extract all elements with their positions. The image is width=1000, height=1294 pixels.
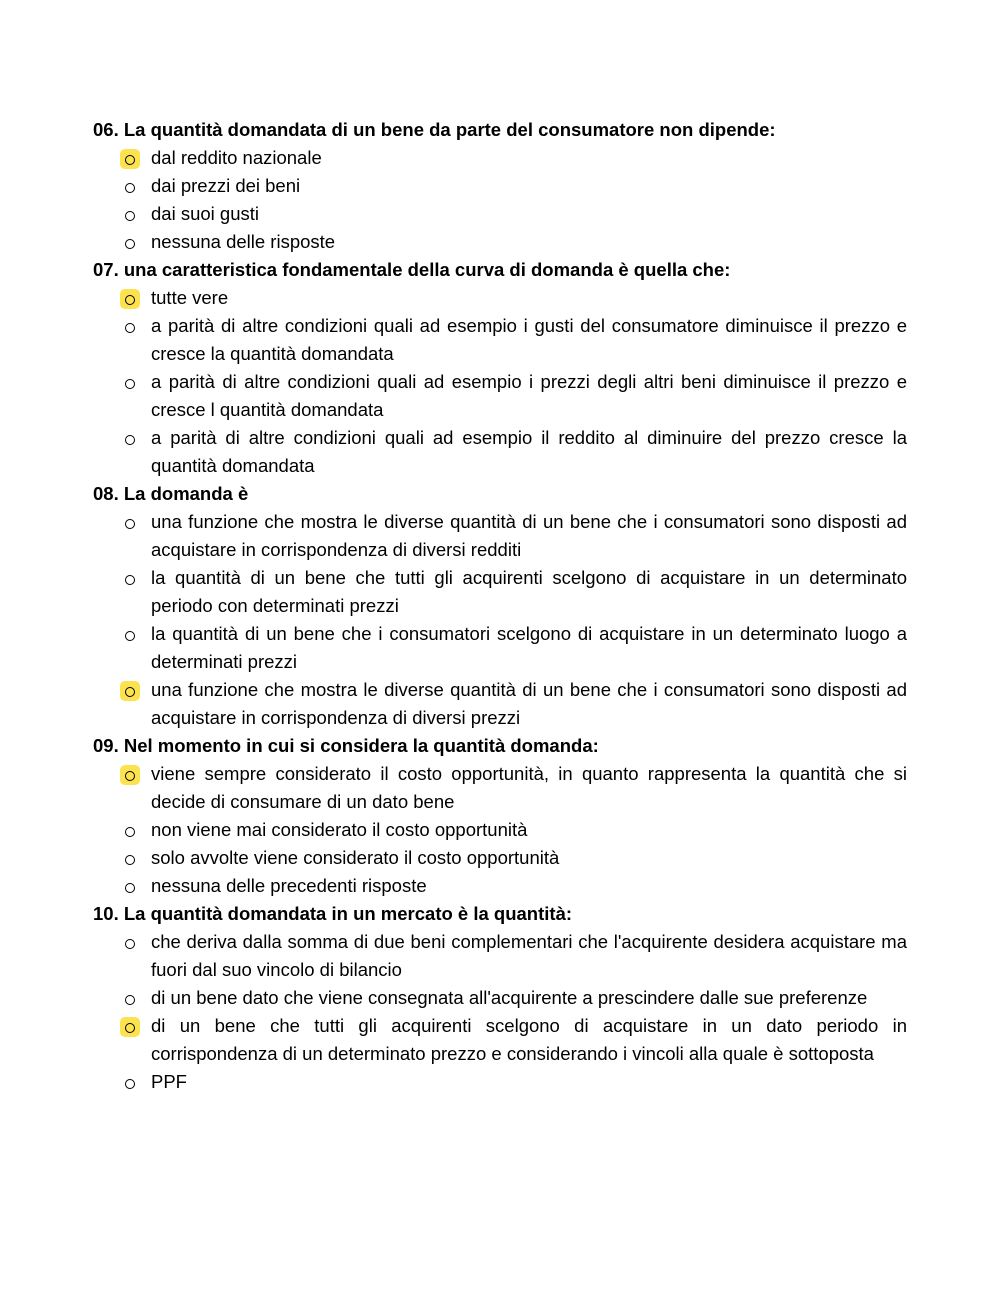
answer-options — [93, 508, 907, 732]
answer-option — [93, 200, 907, 228]
answer-option-selected — [93, 760, 907, 816]
bullet-ring — [125, 211, 135, 221]
bullet-ring — [125, 995, 135, 1005]
question-2 — [93, 256, 907, 480]
question-title: 07. una caratteristica fondamentale della curva di domanda è quella che: — [93, 259, 731, 280]
bullet-ring — [125, 1023, 135, 1033]
circle-outline-icon — [122, 760, 138, 788]
question-title: 06. La quantità domandata di un bene da parte del consumatore non dipende: — [93, 119, 776, 140]
answer-option — [93, 368, 907, 424]
answer-option — [93, 928, 907, 984]
answer-option-text: a parità di altre condizioni quali ad esempio il reddito al diminuire del prezzo cresce la quantità domandata — [151, 427, 907, 476]
answer-options — [93, 144, 907, 256]
question-title: 10. La quantità domandata in un mercato è la quantità: — [93, 903, 573, 924]
circle-outline-icon — [122, 564, 138, 592]
circle-outline-icon — [122, 816, 138, 844]
answer-option-selected — [93, 144, 907, 172]
circle-outline-icon — [122, 508, 138, 536]
circle-outline-icon — [122, 284, 138, 312]
bullet-ring — [125, 519, 135, 529]
bullet-ring — [125, 771, 135, 781]
answer-option-text: dai suoi gusti — [151, 203, 259, 224]
answer-options — [93, 284, 907, 480]
circle-outline-icon — [122, 424, 138, 452]
question-title: 08. La domanda è — [93, 483, 249, 504]
bullet-ring — [125, 939, 135, 949]
circle-outline-icon — [122, 844, 138, 872]
answer-option-selected — [93, 676, 907, 732]
circle-outline-icon — [122, 620, 138, 648]
answer-option-text: una funzione che mostra le diverse quantità di un bene che i consumatori sono disposti ad acquistare in corrispondenza di diversi prezzi — [151, 679, 907, 728]
answer-option — [93, 172, 907, 200]
circle-outline-icon — [122, 172, 138, 200]
question-title: 09. Nel momento in cui si considera la quantità domanda: — [93, 735, 599, 756]
bullet-ring — [125, 855, 135, 865]
answer-option-selected — [93, 1012, 907, 1068]
circle-outline-icon — [122, 676, 138, 704]
answer-option — [93, 228, 907, 256]
answer-option-text: una funzione che mostra le diverse quantità di un bene che i consumatori sono disposti ad acquistare in corrispondenza di diversi redditi — [151, 511, 907, 560]
answer-option-text: nessuna delle precedenti risposte — [151, 875, 427, 896]
answer-option — [93, 508, 907, 564]
bullet-ring — [125, 155, 135, 165]
bullet-ring — [125, 631, 135, 641]
bullet-ring — [125, 379, 135, 389]
answer-option — [93, 816, 907, 844]
answer-option-text: la quantità di un bene che i consumatori scelgono di acquistare in un determinato luogo a determinati prezzi — [151, 623, 907, 672]
bullet-ring — [125, 435, 135, 445]
answer-option-text: a parità di altre condizioni quali ad esempio i prezzi degli altri beni diminuisce il prezzo e cresce l quantità domandata — [151, 371, 907, 420]
answer-option-text: a parità di altre condizioni quali ad esempio i gusti del consumatore diminuisce il prezzo e cresce la quantità domandata — [151, 315, 907, 364]
bullet-ring — [125, 323, 135, 333]
quiz-content — [93, 116, 907, 1096]
answer-option-text: nessuna delle risposte — [151, 231, 336, 252]
answer-option-text: solo avvolte viene considerato il costo opportunità — [151, 847, 560, 868]
answer-option-selected — [93, 284, 907, 312]
answer-option-text: dal reddito nazionale — [151, 147, 322, 168]
bullet-ring — [125, 827, 135, 837]
answer-option-text: dai prezzi dei beni — [151, 175, 301, 196]
answer-option — [93, 564, 907, 620]
question-5 — [93, 900, 907, 1096]
answer-options — [93, 760, 907, 900]
circle-outline-icon — [122, 928, 138, 956]
answer-option — [93, 844, 907, 872]
circle-outline-icon — [122, 368, 138, 396]
answer-option — [93, 424, 907, 480]
answer-option-text: tutte vere — [151, 287, 229, 308]
circle-outline-icon — [122, 984, 138, 1012]
answer-option-text: la quantità di un bene che tutti gli acquirenti scelgono di acquistare in un determinato periodo con determinati prezzi — [151, 567, 907, 616]
circle-outline-icon — [122, 228, 138, 256]
answer-option-text: di un bene dato che viene consegnata all'acquirente a prescindere dalle sue preferenze — [151, 987, 868, 1008]
circle-outline-icon — [122, 312, 138, 340]
question-1 — [93, 116, 907, 256]
bullet-ring — [125, 239, 135, 249]
circle-outline-icon — [122, 200, 138, 228]
answer-option-text: che deriva dalla somma di due beni complementari che l'acquirente desidera acquistare ma fuori dal suo vincolo di bilancio — [151, 931, 907, 980]
circle-outline-icon — [122, 1012, 138, 1040]
circle-outline-icon — [122, 872, 138, 900]
bullet-ring — [125, 1079, 135, 1089]
answer-options — [93, 928, 907, 1096]
question-3 — [93, 480, 907, 732]
answer-option-text: viene sempre considerato il costo opportunità, in quanto rappresenta la quantità che si decide di consumare di un dato bene — [151, 763, 907, 812]
answer-option — [93, 620, 907, 676]
bullet-ring — [125, 687, 135, 697]
question-4 — [93, 732, 907, 900]
circle-outline-icon — [122, 144, 138, 172]
bullet-ring — [125, 183, 135, 193]
answer-option-text: non viene mai considerato il costo opportunità — [151, 819, 528, 840]
bullet-ring — [125, 295, 135, 305]
answer-option — [93, 312, 907, 368]
answer-option — [93, 984, 907, 1012]
answer-option-text: PPF — [151, 1071, 187, 1092]
answer-option-text: di un bene che tutti gli acquirenti scelgono di acquistare in un dato periodo in corrispondenza di un determinato prezzo e considerando i vincoli alla quale è sottoposta — [151, 1015, 907, 1064]
answer-option — [93, 872, 907, 900]
bullet-ring — [125, 575, 135, 585]
circle-outline-icon — [122, 1068, 138, 1096]
bullet-ring — [125, 883, 135, 893]
answer-option — [93, 1068, 907, 1096]
